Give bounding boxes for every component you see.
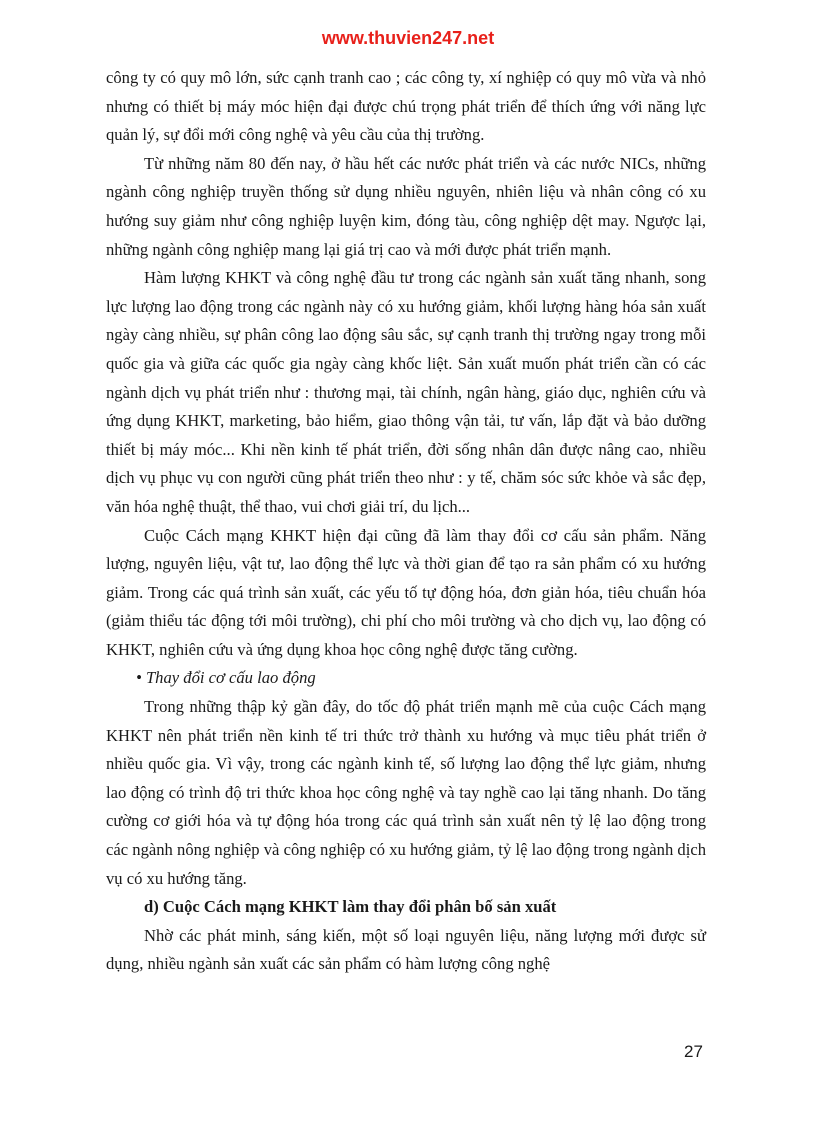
paragraph-continuation: công ty có quy mô lớn, sức cạnh tranh cao ; các công ty, xí nghiệp có quy mô vừa và nhỏ nhưng có thiết bị máy móc hiện đại được chú trọng phát triển để thích ứng với năng lực quản lý, sự đổi mới công nghệ và yêu cầu của thị trường. [106, 68, 706, 145]
paragraph: Hàm lượng KHKT và công nghệ đầu tư trong các ngành sản xuất tăng nhanh, song lực lượng lao động trong các ngành này có xu hướng giảm, khối lượng hàng hóa sản xuất ngày càng nhiều, sự phân công lao động sâu sắc, sự cạnh tranh thị trường ngay trong mỗi quốc gia và giữa các quốc gia ngày càng khốc liệt. Sản xuất muốn phát triển cần có các ngành dịch vụ phát triển như : thương mại, tài chính, ngân hàng, giáo dục, nghiên cứu và ứng dụng KHKT, marketing, bảo hiểm, giao thông vận tải, tư vấn, lắp đặt và bảo dưỡng thiết bị máy móc... Khi nền kinh tế phát triển, đời sống nhân dân được nâng cao, nhiều dịch vụ phục vụ con người cũng phát triển theo như : y tế, chăm sóc sức khỏe và sắc đẹp, văn hóa nghệ thuật, thể thao, vui chơi giải trí, du lịch... [106, 268, 706, 516]
page-number: 27 [684, 1042, 703, 1061]
bullet-subheading: • Thay đổi cơ cấu lao động [136, 668, 316, 688]
paragraph: Từ những năm 80 đến nay, ở hầu hết các nước phát triển và các nước NICs, những ngành công nghiệp truyền thống sử dụng nhiều nguyên, nhiên liệu và nhân công có xu hướng suy giảm như công nghiệp luyện kim, đóng tàu, công nghiệp dệt may. Ngược lại, những ngành công nghiệp mang lại giá trị cao và mới được phát triển mạnh. [106, 153, 706, 259]
site-watermark[interactable]: www.thuvien247.net [321, 28, 495, 48]
paragraph: Trong những thập kỷ gần đây, do tốc độ phát triển mạnh mẽ của cuộc Cách mạng KHKT nên phát triển nền kinh tế tri thức trở thành xu hướng và mục tiêu phát triển ở nhiều quốc gia. Vì vậy, trong các ngành kinh tế, số lượng lao động thể lực giảm, nhưng lao động có trình độ tri thức khoa học công nghệ và tay nghề cao lại tăng nhanh. Do tăng cường cơ giới hóa và tự động hóa trong các quá trình sản xuất nên tỷ lệ lao động trong các ngành nông nghiệp và công nghiệp có xu hướng giảm, tỷ lệ lao động trong ngành dịch vụ có xu hướng tăng. [106, 697, 706, 888]
page-body [106, 64, 706, 979]
paragraph: Cuộc Cách mạng KHKT hiện đại cũng đã làm thay đổi cơ cấu sản phẩm. Năng lượng, nguyên liệu, vật tư, lao động thể lực và thời gian để tạo ra sản phẩm có xu hướng giảm. Trong các quá trình sản xuất, các yếu tố tự động hóa, đơn giản hóa, tiêu chuẩn hóa (giảm thiểu tác động tới môi trường), chi phí cho môi trường và cho dịch vụ, lao động có KHKT, nghiên cứu và ứng dụng khoa học công nghệ được tăng cường. [106, 525, 706, 659]
section-heading: d) Cuộc Cách mạng KHKT làm thay đổi phân bố sản xuất [144, 897, 557, 917]
paragraph: Nhờ các phát minh, sáng kiến, một số loại nguyên liệu, năng lượng mới được sử dụng, nhiều ngành sản xuất các sản phẩm có hàm lượng công nghệ [106, 925, 706, 974]
